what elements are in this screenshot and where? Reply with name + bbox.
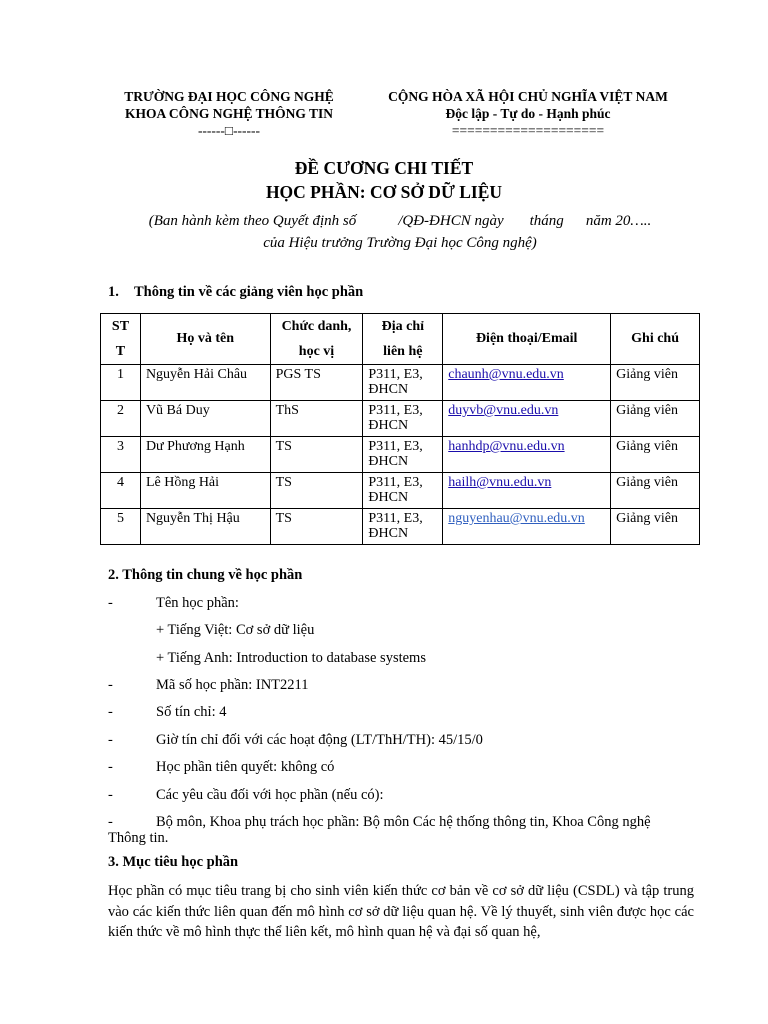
university-name: TRƯỜNG ĐẠI HỌC CÔNG NGHỆ	[124, 89, 334, 104]
section-1-heading	[108, 284, 363, 301]
list-dash: -	[108, 732, 113, 748]
course-code: Mã số học phần: INT2211	[156, 677, 309, 693]
cell-name: Lê Hồng Hải	[140, 473, 270, 509]
table-row	[101, 473, 700, 509]
header-address: Địa chỉ liên hệ	[363, 314, 443, 365]
cell-stt: 2	[101, 401, 141, 437]
list-item	[108, 814, 688, 846]
cell-name: Vũ Bá Duy	[140, 401, 270, 437]
cell-note: Giảng viên	[611, 437, 700, 473]
cell-rank: TS	[270, 473, 363, 509]
cell-note: Giảng viên	[611, 509, 700, 545]
course-name-vi: + Tiếng Việt: Cơ sở dữ liệu	[156, 622, 315, 638]
section-3-paragraph: Học phần có mục tiêu trang bị cho sinh viên kiến thức cơ bản về cơ sở dữ liệu (CSDL) và tập trung vào các kiến thức liên quan đến mô hình cơ sở dữ liệu quan hệ. Về lý thuyết, sinh viên được học các kiến thức về mô hình thực thể liên kết, mô hình quan hệ và đại số quan hệ,	[108, 883, 694, 940]
list-dash: -	[108, 704, 113, 720]
cell-rank: TS	[270, 509, 363, 545]
course-name-label: Tên học phần:	[156, 595, 239, 611]
cell-note: Giảng viên	[611, 401, 700, 437]
cell-rank: PGS TS	[270, 365, 363, 401]
cell-name: Nguyễn Thị Hậu	[140, 509, 270, 545]
decree-line-2: của Hiệu trưởng Trường Đại học Công nghệ)	[263, 235, 537, 251]
list-dash: -	[108, 595, 113, 611]
course-name-en: + Tiếng Anh: Introduction to database systems	[156, 650, 426, 666]
decree-part-4: năm 20…..	[585, 213, 652, 229]
email-link[interactable]: duyvb@vnu.edu.vn	[448, 403, 559, 418]
email-link[interactable]: nguyenhau@vnu.edu.vn	[448, 511, 585, 526]
list-dash: -	[108, 814, 113, 830]
right-separator: ====================	[451, 123, 605, 138]
header-stt: ST T	[101, 314, 141, 365]
cell-address: P311, E3, ĐHCN	[363, 473, 443, 509]
table-row	[101, 401, 700, 437]
national-header	[368, 88, 688, 139]
table-header-row	[101, 314, 700, 365]
table-row	[101, 437, 700, 473]
email-link[interactable]: hanhdp@vnu.edu.vn	[448, 439, 565, 454]
cell-stt: 4	[101, 473, 141, 509]
course-credits: Số tín chỉ: 4	[156, 704, 227, 720]
course-hours: Giờ tín chỉ đối với các hoạt động (LT/ThH/TH): 45/15/0	[156, 732, 483, 748]
cell-email	[443, 509, 611, 545]
cell-address: P311, E3, ĐHCN	[363, 401, 443, 437]
table-row	[101, 365, 700, 401]
cell-email	[443, 437, 611, 473]
email-link[interactable]: hailh@vnu.edu.vn	[448, 475, 552, 490]
list-dash: -	[108, 787, 113, 803]
decree-line-1	[100, 213, 700, 230]
section-1-title: Thông tin về các giảng viên học phần	[134, 284, 364, 300]
section-1-number: 1.	[108, 284, 119, 300]
cell-rank: ThS	[270, 401, 363, 437]
cell-address: P311, E3, ĐHCN	[363, 437, 443, 473]
cell-address: P311, E3, ĐHCN	[363, 365, 443, 401]
table-row	[101, 509, 700, 545]
course-title: HỌC PHẦN: CƠ SỞ DỮ LIỆU	[265, 182, 503, 202]
cell-email	[443, 473, 611, 509]
header-note: Ghi chú	[611, 314, 700, 365]
list-dash: -	[108, 759, 113, 775]
department-line-1: Bộ môn, Khoa phụ trách học phần: Bộ môn Các hệ thống thông tin, Khoa Công nghệ	[156, 814, 651, 830]
course-requirements: Các yêu cầu đối với học phần (nếu có):	[156, 787, 384, 803]
lecturer-table	[100, 313, 700, 545]
cell-note: Giảng viên	[611, 365, 700, 401]
cell-name: Dư Phương Hạnh	[140, 437, 270, 473]
decree-part-2: /QĐ-ĐHCN ngày	[398, 213, 504, 229]
cell-email	[443, 365, 611, 401]
national-motto: Độc lập - Tự do - Hạnh phúc	[445, 106, 611, 121]
header-name: Họ và tên	[140, 314, 270, 365]
header-rank: Chức danh, học vị	[270, 314, 363, 365]
cell-stt: 1	[101, 365, 141, 401]
faculty-name: KHOA CÔNG NGHỆ THÔNG TIN	[124, 106, 334, 121]
left-separator: ------□------	[197, 123, 261, 138]
list-dash: -	[108, 677, 113, 693]
cell-name: Nguyễn Hải Châu	[140, 365, 270, 401]
cell-address: P311, E3, ĐHCN	[363, 509, 443, 545]
header-contact: Điện thoại/Email	[443, 314, 611, 365]
country-name: CỘNG HÒA XÃ HỘI CHỦ NGHĨA VIỆT NAM	[388, 89, 668, 104]
cell-stt: 5	[101, 509, 141, 545]
department-line-2: Thông tin.	[108, 830, 169, 846]
cell-rank: TS	[270, 437, 363, 473]
university-header	[100, 88, 358, 139]
cell-note: Giảng viên	[611, 473, 700, 509]
cell-stt: 3	[101, 437, 141, 473]
course-prerequisite: Học phần tiên quyết: không có	[156, 759, 335, 775]
section-2-heading: 2. Thông tin chung về học phần	[108, 567, 303, 583]
email-link[interactable]: chaunh@vnu.edu.vn	[448, 367, 564, 382]
decree-part-1: (Ban hành kèm theo Quyết định số	[148, 213, 357, 229]
cell-email	[443, 401, 611, 437]
document-title: ĐỀ CƯƠNG CHI TIẾT	[294, 158, 474, 178]
section-3-heading: 3. Mục tiêu học phần	[108, 854, 239, 870]
decree-part-3: tháng	[529, 213, 564, 229]
